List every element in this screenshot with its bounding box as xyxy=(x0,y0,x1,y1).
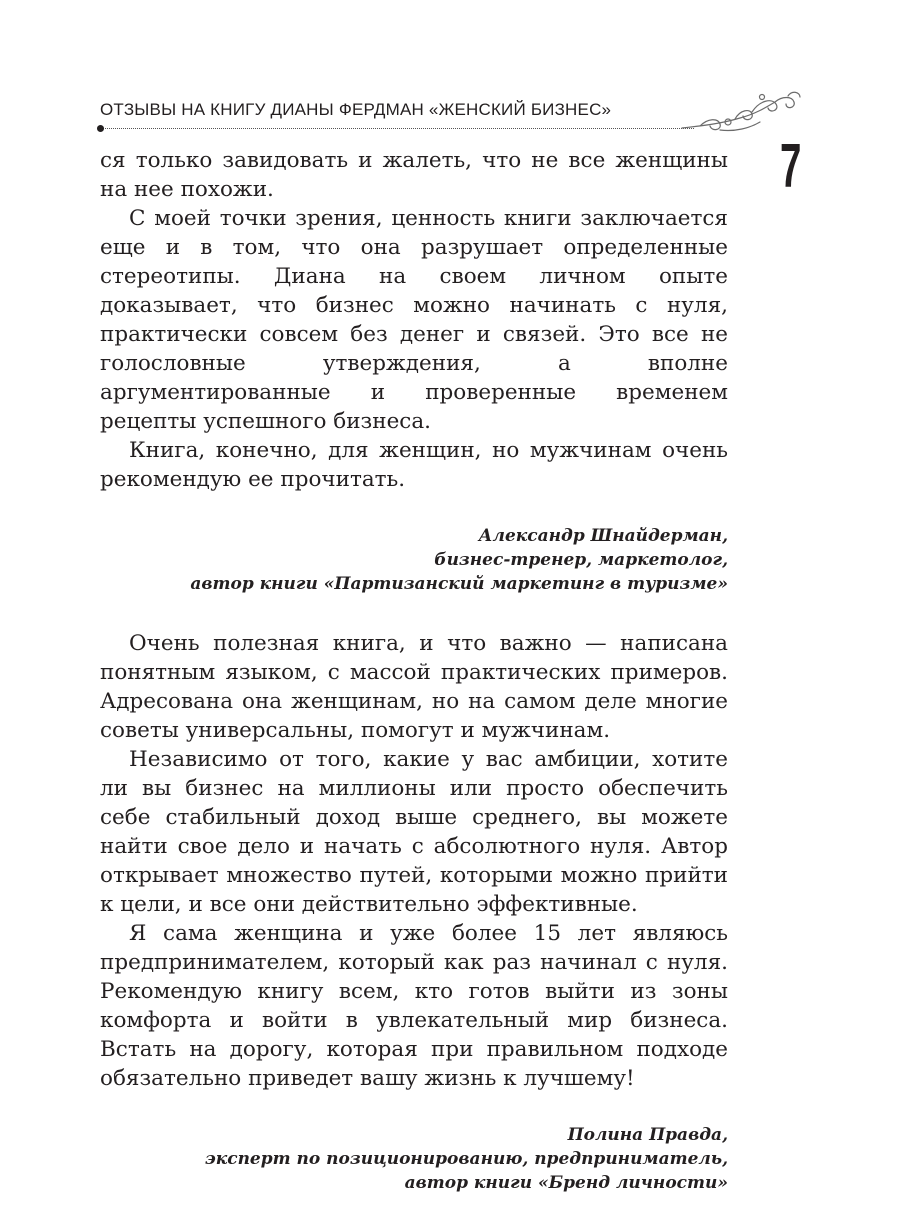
review2-paragraph-1: Очень полезная книга, и что важно — написана понятным языком, с массой практических примеров. Адресована она женщинам, но на самом деле многие советы универсальны, помогут и мужчинам. xyxy=(100,631,728,743)
review2-paragraph-2: Независимо от того, какие у вас амбиции, хотите ли вы бизнес на миллионы или просто обеспечить себе стабильный доход выше среднего, вы можете найти свое дело и начать с абсолютного нуля. Автор открывает множество путей, которыми можно прийти к цели, и все они действительно эффективные. xyxy=(100,747,728,917)
review2-author-book: автор книги «Бренд личности» xyxy=(404,1173,728,1193)
review2-attribution xyxy=(100,1123,728,1195)
header-bullet-dot xyxy=(97,125,104,132)
page-number: 7 xyxy=(780,132,802,201)
running-header xyxy=(100,100,700,120)
review1-attribution xyxy=(100,524,728,596)
review1-author-book: автор книги «Партизанский маркетинг в туризме» xyxy=(190,574,728,594)
header-divider xyxy=(100,128,694,129)
review1-author-name: Александр Шнайдерман, xyxy=(478,526,728,546)
review1-author-role: бизнес-тренер, маркетолог, xyxy=(434,550,728,570)
review1-paragraph-3: Книга, конечно, для женщин, но мужчинам очень рекомендую ее прочитать. xyxy=(100,438,728,492)
review-aleksandr xyxy=(100,146,728,596)
review1-paragraph-1: ся только завидовать и жалеть, что не все женщины на нее похожи. xyxy=(100,148,728,202)
review2-author-name: Полина Правда, xyxy=(567,1125,728,1145)
running-header-title: ОТЗЫВЫ НА КНИГУ ДИАНЫ ФЕРДМАН «ЖЕНСКИЙ БИЗНЕС» xyxy=(100,100,612,119)
review-polina xyxy=(100,629,728,1195)
page-body xyxy=(100,146,728,1228)
review2-author-role: эксперт по позиционированию, предприниматель, xyxy=(204,1149,728,1169)
review1-paragraph-2: С моей точки зрения, ценность книги заключается еще и в том, что она разрушает определенные стереотипы. Диана на своем личном опыте доказывает, что бизнес можно начинать с нуля, практически совсем без денег и связей. Это все не голословные утверждения, а вполне аргументированные и проверенные временем рецепты успешного бизнеса. xyxy=(100,206,728,434)
review2-paragraph-3: Я сама женщина и уже более 15 лет являюсь предпринимателем, который как раз начинал с нуля. Рекомендую книгу всем, кто готов выйти из зоны комфорта и войти в увлекательный мир бизнеса. Встать на дорогу, которая при правильном подходе обязательно приведет вашу жизнь к лучшему! xyxy=(100,921,728,1091)
flourish-ornament-icon xyxy=(680,88,805,136)
